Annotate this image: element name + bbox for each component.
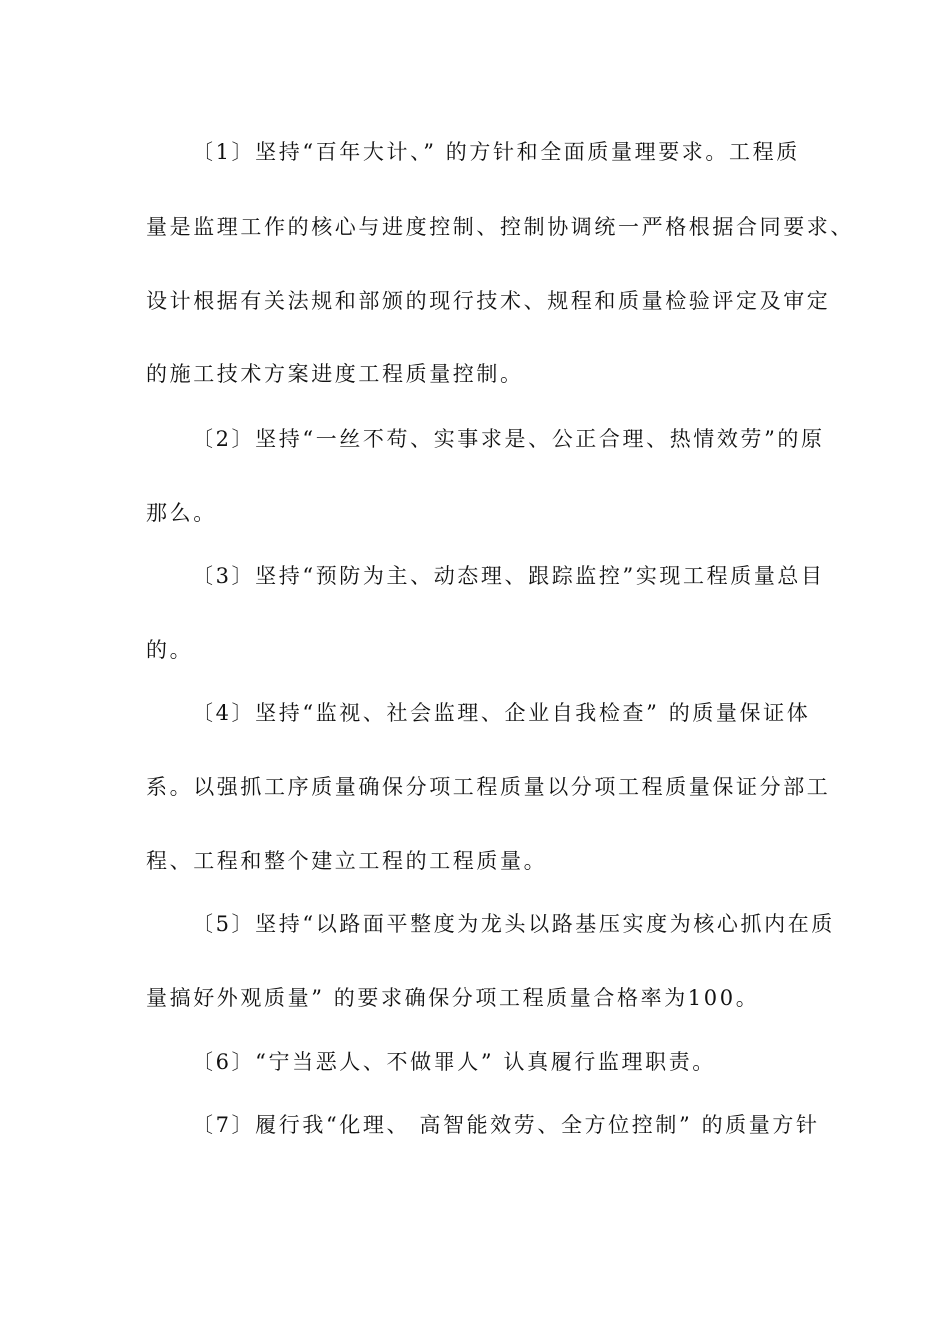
paragraph-1-line-2: 量是监理工作的核心与进度控制、控制协调统一严格根据合同要求、 <box>146 215 854 239</box>
paragraph-4-line-2: 系。以强抓工序质量确保分项工程质量以分项工程质量保证分部工 <box>146 775 831 799</box>
paragraph-3-line-1: 〔3〕坚持“预防为主、动态理、跟踪监控”实现工程质量总目 <box>192 564 825 588</box>
paragraph-5-line-2: 量搞好外观质量” 的要求确保分项工程质量合格率为100。 <box>146 986 760 1010</box>
paragraph-1-line-3: 设计根据有关法规和部颁的现行技术、规程和质量检验评定及审定 <box>146 289 831 313</box>
paragraph-4-line-3: 程、工程和整个建立工程的工程质量。 <box>146 849 548 873</box>
paragraph-1-line-1: 〔1〕坚持“百年大计、” 的方针和全面质量理要求。工程质 <box>192 140 800 164</box>
paragraph-2-line-1: 〔2〕坚持“一丝不苟、实事求是、公正合理、热情效劳”的原 <box>192 427 825 451</box>
paragraph-2-line-2: 那么。 <box>146 501 217 525</box>
paragraph-7-line-1: 〔7〕履行我“化理、 高智能效劳、全方位控制” 的质量方针 <box>192 1113 820 1137</box>
paragraph-5-line-1: 〔5〕坚持“以路面平整度为龙头以路基压实度为核心抓内在质 <box>192 912 835 936</box>
paragraph-1-line-4: 的施工技术方案进度工程质量控制。 <box>146 362 524 386</box>
paragraph-6-line-1: 〔6〕“宁当恶人、不做罪人” 认真履行监理职责。 <box>192 1050 716 1074</box>
paragraph-4-line-1: 〔4〕坚持“监视、社会监理、企业自我检查” 的质量保证体 <box>192 701 811 725</box>
paragraph-3-line-2: 的。 <box>146 638 194 662</box>
